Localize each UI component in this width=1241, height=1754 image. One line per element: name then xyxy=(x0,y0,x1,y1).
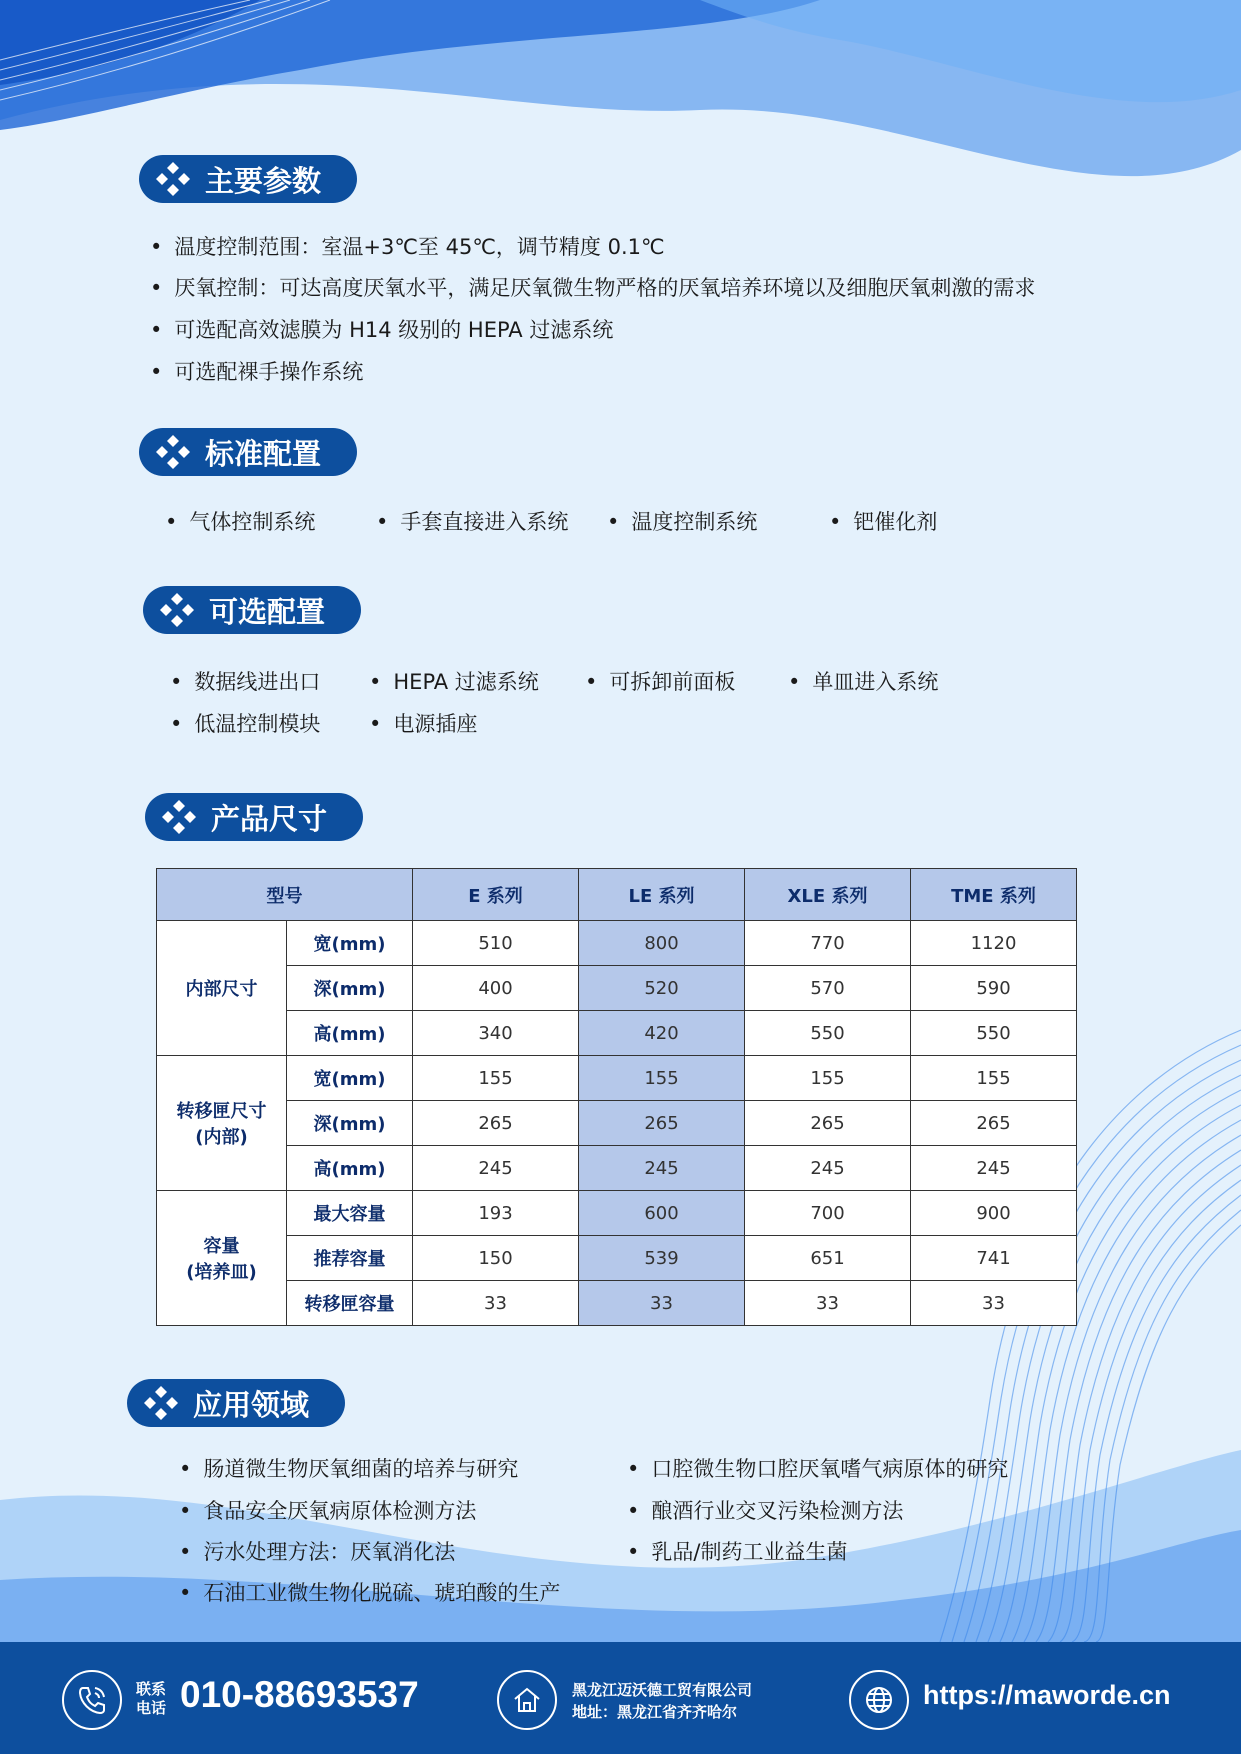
table-cell: 150 xyxy=(413,1236,579,1281)
header-cell-e: E 系列 xyxy=(413,869,579,921)
phone-number: 010-88693537 xyxy=(180,1674,419,1715)
table-cell: 550 xyxy=(745,1011,911,1056)
footer xyxy=(0,1642,1241,1754)
table-cell: 900 xyxy=(911,1191,1077,1236)
table-cell: 400 xyxy=(413,966,579,1011)
table-cell: 33 xyxy=(413,1281,579,1326)
table-cell: 193 xyxy=(413,1191,579,1236)
diamond-cluster-icon xyxy=(159,797,199,837)
phone-icon xyxy=(62,1670,122,1730)
optional-config-item: • 可拆卸前面板 xyxy=(585,668,735,696)
table-cell: 245 xyxy=(413,1146,579,1191)
application-item: • 肠道微生物厌氧细菌的培养与研究 xyxy=(179,1455,518,1483)
section-title-applications xyxy=(127,1379,345,1427)
table-cell: 155 xyxy=(579,1056,745,1101)
main-param-item: • 温度控制范围：室温+3℃至 45℃，调节精度 0.1℃ xyxy=(150,233,665,261)
row-label: 高(mm) xyxy=(287,1146,413,1191)
optional-config-item: • 单皿进入系统 xyxy=(788,668,938,696)
application-item: • 食品安全厌氧病原体检测方法 xyxy=(179,1497,476,1525)
table-cell: 700 xyxy=(745,1191,911,1236)
application-item: • 口腔微生物口腔厌氧嗜气病原体的研究 xyxy=(627,1455,1008,1483)
table-cell: 1120 xyxy=(911,921,1077,966)
table-cell: 651 xyxy=(745,1236,911,1281)
table-cell: 265 xyxy=(745,1101,911,1146)
table-cell: 265 xyxy=(579,1101,745,1146)
table-cell: 245 xyxy=(745,1146,911,1191)
standard-config-item: • 钯催化剂 xyxy=(829,508,937,536)
table-cell: 800 xyxy=(579,921,745,966)
row-label: 转移匣容量 xyxy=(287,1281,413,1326)
table-cell: 520 xyxy=(579,966,745,1011)
application-item: • 石油工业微生物化脱硫、琥珀酸的生产 xyxy=(179,1579,560,1607)
table-row xyxy=(157,1056,1077,1101)
table-row xyxy=(157,966,1077,1011)
company-address: 地址：黑龙江省齐齐哈尔 xyxy=(572,1703,738,1721)
table-cell: 539 xyxy=(579,1236,745,1281)
group-label-capacity: 容量 (培养皿) xyxy=(157,1191,287,1326)
table-row xyxy=(157,1011,1077,1056)
company-name: 黑龙江迈沃德工贸有限公司 xyxy=(572,1681,753,1699)
table-row xyxy=(157,1146,1077,1191)
section-title-text: 标准配置 xyxy=(205,436,322,471)
diamond-cluster-icon xyxy=(153,159,193,199)
header-cell-tme: TME 系列 xyxy=(911,869,1077,921)
header-cell-model: 型号 xyxy=(157,869,413,921)
table-cell: 155 xyxy=(413,1056,579,1101)
table-cell: 245 xyxy=(579,1146,745,1191)
section-title-dimensions xyxy=(145,793,363,841)
table-cell: 420 xyxy=(579,1011,745,1056)
table-cell: 155 xyxy=(745,1056,911,1101)
table-row xyxy=(157,1101,1077,1146)
section-title-text: 产品尺寸 xyxy=(211,801,328,836)
section-title-text: 可选配置 xyxy=(209,594,326,629)
application-item: • 污水处理方法：厌氧消化法 xyxy=(179,1538,455,1566)
standard-config-item: • 温度控制系统 xyxy=(607,508,757,536)
table-cell: 770 xyxy=(745,921,911,966)
row-label: 深(mm) xyxy=(287,1101,413,1146)
diamond-cluster-icon xyxy=(153,432,193,472)
group-label-transfer: 转移匣尺寸 (内部) xyxy=(157,1056,287,1191)
table-cell: 570 xyxy=(745,966,911,1011)
section-title-standard xyxy=(139,428,357,476)
diamond-cluster-icon xyxy=(141,1383,181,1423)
table-cell: 590 xyxy=(911,966,1077,1011)
main-param-item: • 可选配高效滤膜为 H14 级别的 HEPA 过滤系统 xyxy=(150,316,613,344)
standard-config-item: • 手套直接进入系统 xyxy=(376,508,568,536)
contact-label: 联系 电话 xyxy=(136,1680,167,1717)
section-title-optional xyxy=(143,586,361,634)
table-cell: 741 xyxy=(911,1236,1077,1281)
optional-config-item: • HEPA 过滤系统 xyxy=(369,668,539,696)
main-param-item: • 厌氧控制：可达高度厌氧水平，满足厌氧微生物严格的厌氧培养环境以及细胞厌氧刺激的需求 xyxy=(150,274,1035,302)
table-header-row xyxy=(157,869,1077,921)
table-cell: 510 xyxy=(413,921,579,966)
table-cell: 340 xyxy=(413,1011,579,1056)
application-item: • 乳品/制药工业益生菌 xyxy=(627,1538,847,1566)
section-title-main-params xyxy=(139,155,357,203)
dimensions-table xyxy=(156,868,1077,1326)
table-cell: 33 xyxy=(911,1281,1077,1326)
table-row xyxy=(157,921,1077,966)
optional-config-item: • 低温控制模块 xyxy=(170,710,320,738)
table-cell: 265 xyxy=(413,1101,579,1146)
table-row xyxy=(157,1191,1077,1236)
row-label: 深(mm) xyxy=(287,966,413,1011)
standard-config-item: • 气体控制系统 xyxy=(165,508,315,536)
row-label: 宽(mm) xyxy=(287,921,413,966)
table-cell: 600 xyxy=(579,1191,745,1236)
application-item: • 酿酒行业交叉污染检测方法 xyxy=(627,1497,903,1525)
house-icon xyxy=(497,1670,557,1730)
row-label: 推荐容量 xyxy=(287,1236,413,1281)
main-param-item: • 可选配裸手操作系统 xyxy=(150,358,363,386)
table-cell: 265 xyxy=(911,1101,1077,1146)
group-label-internal: 内部尺寸 xyxy=(157,921,287,1056)
header-cell-le: LE 系列 xyxy=(579,869,745,921)
section-title-text: 应用领域 xyxy=(193,1387,310,1422)
diamond-cluster-icon xyxy=(157,590,197,630)
table-row xyxy=(157,1236,1077,1281)
optional-config-item: • 数据线进出口 xyxy=(170,668,320,696)
table-cell: 33 xyxy=(745,1281,911,1326)
table-cell: 245 xyxy=(911,1146,1077,1191)
section-title-text: 主要参数 xyxy=(205,163,322,198)
header-cell-xle: XLE 系列 xyxy=(745,869,911,921)
table-cell: 33 xyxy=(579,1281,745,1326)
table-row xyxy=(157,1281,1077,1326)
table-cell: 550 xyxy=(911,1011,1077,1056)
row-label: 最大容量 xyxy=(287,1191,413,1236)
table-cell: 155 xyxy=(911,1056,1077,1101)
row-label: 高(mm) xyxy=(287,1011,413,1056)
website-link[interactable]: https://maworde.cn xyxy=(923,1680,1171,1710)
row-label: 宽(mm) xyxy=(287,1056,413,1101)
optional-config-item: • 电源插座 xyxy=(369,710,477,738)
globe-icon xyxy=(849,1670,909,1730)
